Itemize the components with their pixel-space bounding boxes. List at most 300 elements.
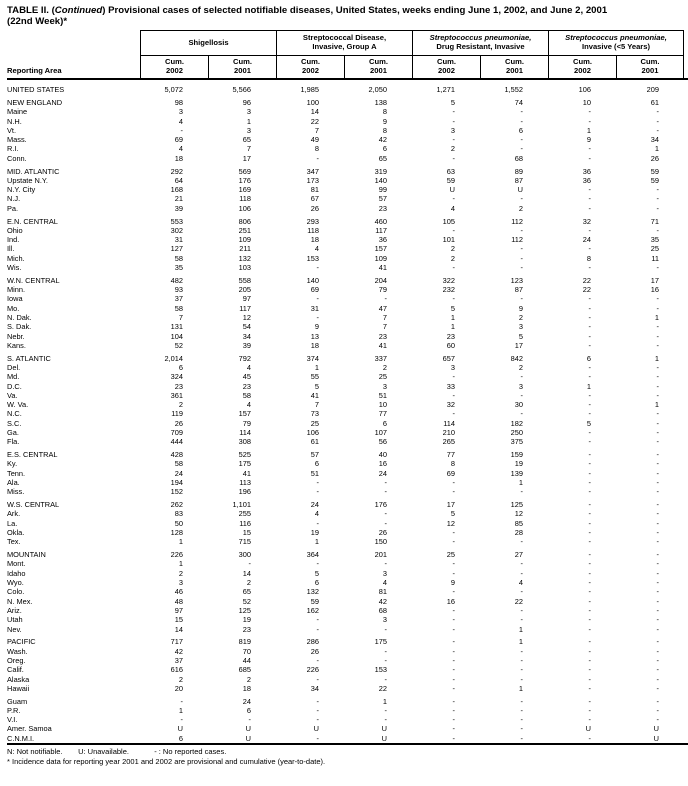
cell-value: 28 bbox=[514, 528, 523, 538]
cell-value: 117 bbox=[375, 225, 387, 235]
table-section bbox=[7, 550, 684, 634]
cell-value: - bbox=[452, 153, 455, 163]
cell-value: - bbox=[452, 390, 455, 400]
cell-value: 48 bbox=[174, 596, 183, 606]
cell-value: - bbox=[452, 655, 455, 665]
header-rule bbox=[7, 78, 688, 80]
cell-value: 125 bbox=[238, 605, 251, 615]
cell-value: 52 bbox=[174, 340, 183, 350]
table-row bbox=[7, 706, 684, 715]
table-section bbox=[7, 276, 684, 350]
cell-value: 69 bbox=[174, 135, 183, 145]
cell-value: - bbox=[656, 537, 659, 547]
cell-value: - bbox=[588, 263, 591, 273]
column-groups bbox=[140, 30, 684, 56]
cell-value: 1 bbox=[518, 683, 523, 693]
row-label: N. Dak. bbox=[7, 313, 32, 323]
table-row bbox=[7, 559, 684, 568]
cell-value: 302 bbox=[170, 225, 183, 235]
cell-value: 717 bbox=[170, 637, 183, 647]
cell-value: 5,072 bbox=[164, 85, 183, 95]
cell-value: U bbox=[245, 733, 251, 743]
subheader-year-label: 2002 bbox=[438, 65, 455, 75]
cell-value: 374 bbox=[306, 353, 319, 363]
cell-value: - bbox=[520, 646, 523, 656]
row-label: R.I. bbox=[7, 144, 19, 154]
cell-value: 1 bbox=[518, 478, 523, 488]
cell-value: U bbox=[517, 185, 523, 195]
cell-value: - bbox=[656, 468, 659, 478]
cell-value: 196 bbox=[238, 487, 251, 497]
cell-value: - bbox=[588, 294, 591, 304]
cell-value: - bbox=[656, 715, 659, 725]
table-row bbox=[7, 459, 684, 468]
cell-value: 41 bbox=[378, 340, 387, 350]
cell-value: - bbox=[316, 487, 319, 497]
cell-value: - bbox=[656, 125, 659, 135]
cell-value: - bbox=[452, 263, 455, 273]
cell-value: 40 bbox=[378, 450, 387, 460]
cell-value: - bbox=[656, 696, 659, 706]
cell-value: 201 bbox=[374, 550, 387, 560]
cell-value: - bbox=[656, 428, 659, 438]
cell-value: - bbox=[588, 500, 591, 510]
cell-value: 49 bbox=[310, 135, 319, 145]
table-row bbox=[7, 684, 684, 693]
cell-value: - bbox=[520, 390, 523, 400]
cell-value: 35 bbox=[650, 235, 659, 245]
row-label: Ariz. bbox=[7, 605, 22, 615]
cell-value: - bbox=[316, 559, 319, 569]
cell-value: 182 bbox=[510, 418, 523, 428]
cell-value: 25 bbox=[378, 372, 387, 382]
table-row bbox=[7, 185, 684, 194]
cell-value: - bbox=[384, 518, 387, 528]
column-group-line2: Invasive, Group A bbox=[312, 42, 377, 51]
cell-value: 97 bbox=[174, 605, 183, 615]
row-label: Va. bbox=[7, 390, 18, 400]
cell-value: 428 bbox=[170, 450, 183, 460]
cell-value: 4 bbox=[246, 400, 251, 410]
cell-value: - bbox=[656, 340, 659, 350]
cell-value: 18 bbox=[174, 153, 183, 163]
cell-value: 93 bbox=[174, 285, 183, 295]
cell-value: - bbox=[248, 559, 251, 569]
footnote-legend bbox=[7, 747, 683, 757]
row-label: Ala. bbox=[7, 478, 20, 488]
cell-value: 123 bbox=[510, 275, 523, 285]
cell-value: - bbox=[384, 624, 387, 634]
column-group-header bbox=[412, 31, 548, 55]
row-label: PACIFIC bbox=[7, 637, 36, 647]
table-row bbox=[7, 285, 684, 294]
cell-value: 6 bbox=[518, 125, 523, 135]
column-subheader bbox=[480, 56, 548, 78]
cell-value: 55 bbox=[310, 372, 319, 382]
cell-value: 16 bbox=[378, 459, 387, 469]
cell-value: - bbox=[520, 253, 523, 263]
cell-value: - bbox=[452, 409, 455, 419]
cell-value: 1 bbox=[586, 381, 591, 391]
subheader-cum-label: Cum. bbox=[165, 57, 184, 66]
cell-value: 4 bbox=[382, 578, 387, 588]
cell-value: 8 bbox=[450, 459, 455, 469]
column-group-line1: Shigellosis bbox=[188, 37, 229, 47]
cell-value: - bbox=[656, 263, 659, 273]
table-section bbox=[7, 354, 684, 447]
cell-value: 22 bbox=[582, 275, 591, 285]
cell-value: 68 bbox=[378, 605, 387, 615]
cell-value: - bbox=[588, 596, 591, 606]
cell-value: 26 bbox=[310, 646, 319, 656]
row-label: Wash. bbox=[7, 646, 28, 656]
cell-value: - bbox=[656, 409, 659, 419]
cell-value: 616 bbox=[170, 665, 183, 675]
cell-value: - bbox=[656, 363, 659, 372]
table-row bbox=[7, 569, 684, 578]
cell-value: - bbox=[588, 587, 591, 597]
cell-value: 4 bbox=[518, 578, 523, 588]
cell-value: - bbox=[588, 203, 591, 213]
row-label: Miss. bbox=[7, 487, 25, 497]
cell-value: - bbox=[588, 615, 591, 625]
cell-value: 792 bbox=[238, 353, 251, 363]
cell-value: 44 bbox=[242, 655, 251, 665]
cell-value: U bbox=[585, 724, 591, 734]
cell-value: 210 bbox=[442, 428, 455, 438]
cell-value: 58 bbox=[242, 390, 251, 400]
cell-value: 553 bbox=[170, 216, 183, 226]
table-row bbox=[7, 217, 684, 226]
cell-value: - bbox=[520, 244, 523, 254]
table-row bbox=[7, 304, 684, 313]
cell-value: 132 bbox=[238, 253, 251, 263]
cell-value: 118 bbox=[307, 225, 319, 235]
subheader-year-label: 2002 bbox=[302, 65, 319, 75]
table-row bbox=[7, 204, 684, 213]
cell-value: 558 bbox=[238, 275, 251, 285]
cell-value: 96 bbox=[242, 97, 251, 107]
cell-value: 7 bbox=[382, 313, 387, 323]
cell-value: 347 bbox=[306, 166, 319, 176]
cell-value: - bbox=[588, 459, 591, 469]
cell-value: 25 bbox=[310, 418, 319, 428]
cell-value: 3 bbox=[450, 125, 455, 135]
row-label: Del. bbox=[7, 363, 21, 372]
cell-value: - bbox=[316, 733, 319, 743]
cell-value: 806 bbox=[238, 216, 251, 226]
cell-value: - bbox=[656, 303, 659, 313]
column-group-line1: Streptococcus pneumoniae, bbox=[429, 33, 532, 43]
cell-value: - bbox=[452, 194, 455, 204]
cell-value: 59 bbox=[650, 175, 659, 185]
row-label: Upstate N.Y. bbox=[7, 175, 48, 185]
cell-value: 37 bbox=[174, 294, 183, 304]
cell-value: 112 bbox=[511, 235, 523, 245]
cell-value: - bbox=[656, 578, 659, 588]
row-label: Iowa bbox=[7, 294, 23, 304]
cell-value: 36 bbox=[582, 175, 591, 185]
cell-value: 251 bbox=[238, 225, 251, 235]
table-row bbox=[7, 537, 684, 546]
table-row bbox=[7, 332, 684, 341]
cell-value: 157 bbox=[374, 244, 387, 254]
cell-value: 61 bbox=[310, 437, 319, 447]
cell-value: 1 bbox=[654, 144, 659, 154]
cell-value: 7 bbox=[178, 313, 183, 323]
table-row bbox=[7, 437, 684, 446]
column-subheader bbox=[276, 56, 344, 78]
cell-value: - bbox=[452, 665, 455, 675]
cell-value: 69 bbox=[446, 468, 455, 478]
row-label: MOUNTAIN bbox=[7, 550, 46, 560]
cell-value: - bbox=[452, 615, 455, 625]
cell-value: - bbox=[588, 400, 591, 410]
cell-value: - bbox=[520, 107, 523, 117]
cell-value: - bbox=[588, 340, 591, 350]
subheader-year-label: 2001 bbox=[641, 65, 659, 75]
cell-value: - bbox=[588, 665, 591, 675]
cell-value: 98 bbox=[174, 97, 183, 107]
row-label: Fla. bbox=[7, 437, 20, 447]
table-row bbox=[7, 107, 684, 116]
subheader-cum-label: Cum. bbox=[505, 57, 524, 66]
cell-value: 17 bbox=[650, 275, 659, 285]
cell-value: U bbox=[381, 724, 387, 734]
cell-value: 77 bbox=[446, 450, 455, 460]
cell-value: - bbox=[316, 294, 319, 304]
cell-value: 41 bbox=[378, 263, 387, 273]
cell-value: 6 bbox=[246, 705, 251, 715]
cell-value: 34 bbox=[650, 135, 659, 145]
cell-value: - bbox=[656, 550, 659, 560]
row-label: S. ATLANTIC bbox=[7, 353, 51, 363]
cell-value: 26 bbox=[650, 153, 659, 163]
cell-value: 1 bbox=[654, 353, 659, 363]
cell-value: - bbox=[452, 646, 455, 656]
cell-value: - bbox=[452, 674, 455, 684]
cell-value: - bbox=[316, 655, 319, 665]
table-row bbox=[7, 724, 684, 733]
cell-value: 153 bbox=[374, 665, 387, 675]
column-group-line1: Streptococcal Disease, bbox=[302, 33, 387, 43]
cell-value: 2 bbox=[246, 578, 251, 588]
cell-value: 19 bbox=[514, 459, 523, 469]
cell-value: 152 bbox=[170, 487, 183, 497]
cell-value: - bbox=[452, 116, 455, 126]
cell-value: 35 bbox=[174, 263, 183, 273]
cell-value: - bbox=[588, 509, 591, 519]
cell-value: 3 bbox=[178, 578, 183, 588]
subheader-cum-label: Cum. bbox=[437, 57, 456, 66]
cell-value: 97 bbox=[242, 294, 251, 304]
cell-value: 113 bbox=[239, 478, 251, 488]
cell-value: 109 bbox=[238, 235, 251, 245]
cell-value: - bbox=[588, 715, 591, 725]
table-title-continued: Continued bbox=[54, 5, 103, 16]
row-label: Ohio bbox=[7, 225, 23, 235]
cell-value: 69 bbox=[310, 285, 319, 295]
row-label: La. bbox=[7, 518, 18, 528]
cell-value: - bbox=[520, 372, 523, 382]
cell-value: 3 bbox=[518, 381, 523, 391]
cell-value: - bbox=[452, 478, 455, 488]
cell-value: 10 bbox=[378, 400, 387, 410]
cell-value: 842 bbox=[510, 353, 523, 363]
row-label: Alaska bbox=[7, 674, 30, 684]
cell-value: 42 bbox=[378, 135, 387, 145]
table-row bbox=[7, 117, 684, 126]
cell-value: 24 bbox=[378, 468, 387, 478]
cell-value: U bbox=[177, 724, 183, 734]
row-label: Minn. bbox=[7, 285, 26, 295]
cell-value: 31 bbox=[174, 235, 183, 245]
cell-value: 286 bbox=[306, 637, 319, 647]
subheader-year-label: 2001 bbox=[506, 65, 523, 75]
cell-value: - bbox=[588, 550, 591, 560]
row-label: Hawaii bbox=[7, 683, 30, 693]
cell-value: - bbox=[656, 194, 659, 204]
cell-value: - bbox=[452, 637, 455, 647]
cell-value: 482 bbox=[170, 275, 183, 285]
cell-value: 107 bbox=[374, 428, 387, 438]
column-group-header bbox=[276, 31, 412, 55]
row-label: V.I. bbox=[7, 715, 18, 725]
cell-value: 58 bbox=[174, 303, 183, 313]
cell-value: - bbox=[588, 331, 591, 341]
column-subheader bbox=[140, 56, 208, 78]
cell-value: 67 bbox=[310, 194, 319, 204]
cell-value: 1 bbox=[450, 313, 455, 323]
table-row bbox=[7, 428, 684, 437]
cell-value: 5 bbox=[518, 331, 523, 341]
cell-value: 112 bbox=[511, 216, 523, 226]
column-subheader bbox=[616, 56, 684, 78]
cell-value: - bbox=[656, 528, 659, 538]
column-group-header bbox=[548, 31, 684, 55]
cell-value: - bbox=[520, 568, 523, 578]
cell-value: - bbox=[316, 624, 319, 634]
cell-value: - bbox=[656, 390, 659, 400]
cell-value: 1,552 bbox=[504, 85, 523, 95]
cell-value: - bbox=[588, 578, 591, 588]
cell-value: 17 bbox=[514, 340, 523, 350]
cell-value: 14 bbox=[174, 624, 183, 634]
cell-value: 205 bbox=[238, 285, 251, 295]
cell-value: - bbox=[656, 107, 659, 117]
cell-value: 65 bbox=[242, 135, 251, 145]
cell-value: - bbox=[656, 605, 659, 615]
row-label: Amer. Samoa bbox=[7, 724, 52, 734]
cell-value: 47 bbox=[378, 303, 387, 313]
cell-value: 39 bbox=[174, 203, 183, 213]
cell-value: 1 bbox=[178, 705, 183, 715]
cell-value: - bbox=[180, 696, 183, 706]
table-row bbox=[7, 697, 684, 706]
cell-value: - bbox=[520, 194, 523, 204]
cell-value: 51 bbox=[378, 390, 387, 400]
cell-value: - bbox=[588, 674, 591, 684]
column-group-line2: Invasive (<5 Years) bbox=[581, 42, 651, 51]
cell-value: 715 bbox=[238, 537, 251, 547]
cell-value: 23 bbox=[242, 624, 251, 634]
cell-value: 211 bbox=[239, 244, 251, 254]
cell-value: 1 bbox=[246, 116, 251, 126]
table-section bbox=[7, 637, 684, 693]
cell-value: - bbox=[656, 615, 659, 625]
footnote-no-cases: - : No reported cases. bbox=[154, 747, 227, 757]
cell-value: - bbox=[316, 705, 319, 715]
cell-value: - bbox=[588, 528, 591, 538]
table-row bbox=[7, 322, 684, 331]
cell-value: - bbox=[656, 683, 659, 693]
table-header bbox=[7, 30, 684, 78]
cell-value: 30 bbox=[514, 400, 523, 410]
cell-value: 26 bbox=[310, 203, 319, 213]
cell-value: 15 bbox=[242, 528, 251, 538]
cell-value: - bbox=[588, 116, 591, 126]
table-title-suffix: ) Provisional cases of selected notifiable diseases, United States, weeks ending June 1, 2002, and June 2, 2001 bbox=[102, 5, 608, 16]
cell-value: - bbox=[656, 450, 659, 460]
cell-value: - bbox=[588, 637, 591, 647]
cell-value: 1,101 bbox=[232, 500, 251, 510]
cell-value: - bbox=[452, 107, 455, 117]
table-row bbox=[7, 656, 684, 665]
table-row bbox=[7, 500, 684, 509]
row-label: Ga. bbox=[7, 428, 19, 438]
cell-value: 2 bbox=[178, 400, 183, 410]
cell-value: 162 bbox=[306, 605, 319, 615]
table-row bbox=[7, 154, 684, 163]
cell-value: - bbox=[588, 559, 591, 569]
table-section bbox=[7, 217, 684, 273]
cell-value: - bbox=[656, 637, 659, 647]
cell-value: 1 bbox=[178, 559, 183, 569]
cell-value: 36 bbox=[582, 166, 591, 176]
cell-value: - bbox=[316, 518, 319, 528]
row-label: MID. ATLANTIC bbox=[7, 166, 60, 176]
cell-value: - bbox=[452, 225, 455, 235]
cell-value: 12 bbox=[242, 313, 251, 323]
cell-value: 34 bbox=[242, 331, 251, 341]
cell-value: - bbox=[656, 331, 659, 341]
cell-value: 9 bbox=[382, 116, 387, 126]
cell-value: 71 bbox=[650, 216, 659, 226]
table-row bbox=[7, 734, 684, 743]
row-label: UNITED STATES bbox=[7, 85, 65, 95]
cell-value: - bbox=[588, 185, 591, 195]
cell-value: 173 bbox=[306, 175, 319, 185]
cell-value: 37 bbox=[174, 655, 183, 665]
cell-value: - bbox=[520, 487, 523, 497]
column-group-line2: Drug Resistant, Invasive bbox=[436, 42, 525, 51]
cell-value: 7 bbox=[246, 144, 251, 154]
row-label: Ark. bbox=[7, 509, 21, 519]
cell-value: - bbox=[656, 203, 659, 213]
footnote-unavailable: U: Unavailable. bbox=[78, 747, 129, 757]
table-section bbox=[7, 697, 684, 743]
cell-value: 1 bbox=[518, 624, 523, 634]
row-label: Tex. bbox=[7, 537, 21, 547]
cell-value: 119 bbox=[171, 409, 183, 419]
row-label: Ky. bbox=[7, 459, 18, 469]
row-label: D.C. bbox=[7, 381, 22, 391]
cell-value: 3 bbox=[450, 363, 455, 372]
cell-value: 131 bbox=[170, 322, 183, 332]
cell-value: 3 bbox=[178, 107, 183, 117]
cell-value: U bbox=[653, 724, 659, 734]
cell-value: - bbox=[520, 615, 523, 625]
